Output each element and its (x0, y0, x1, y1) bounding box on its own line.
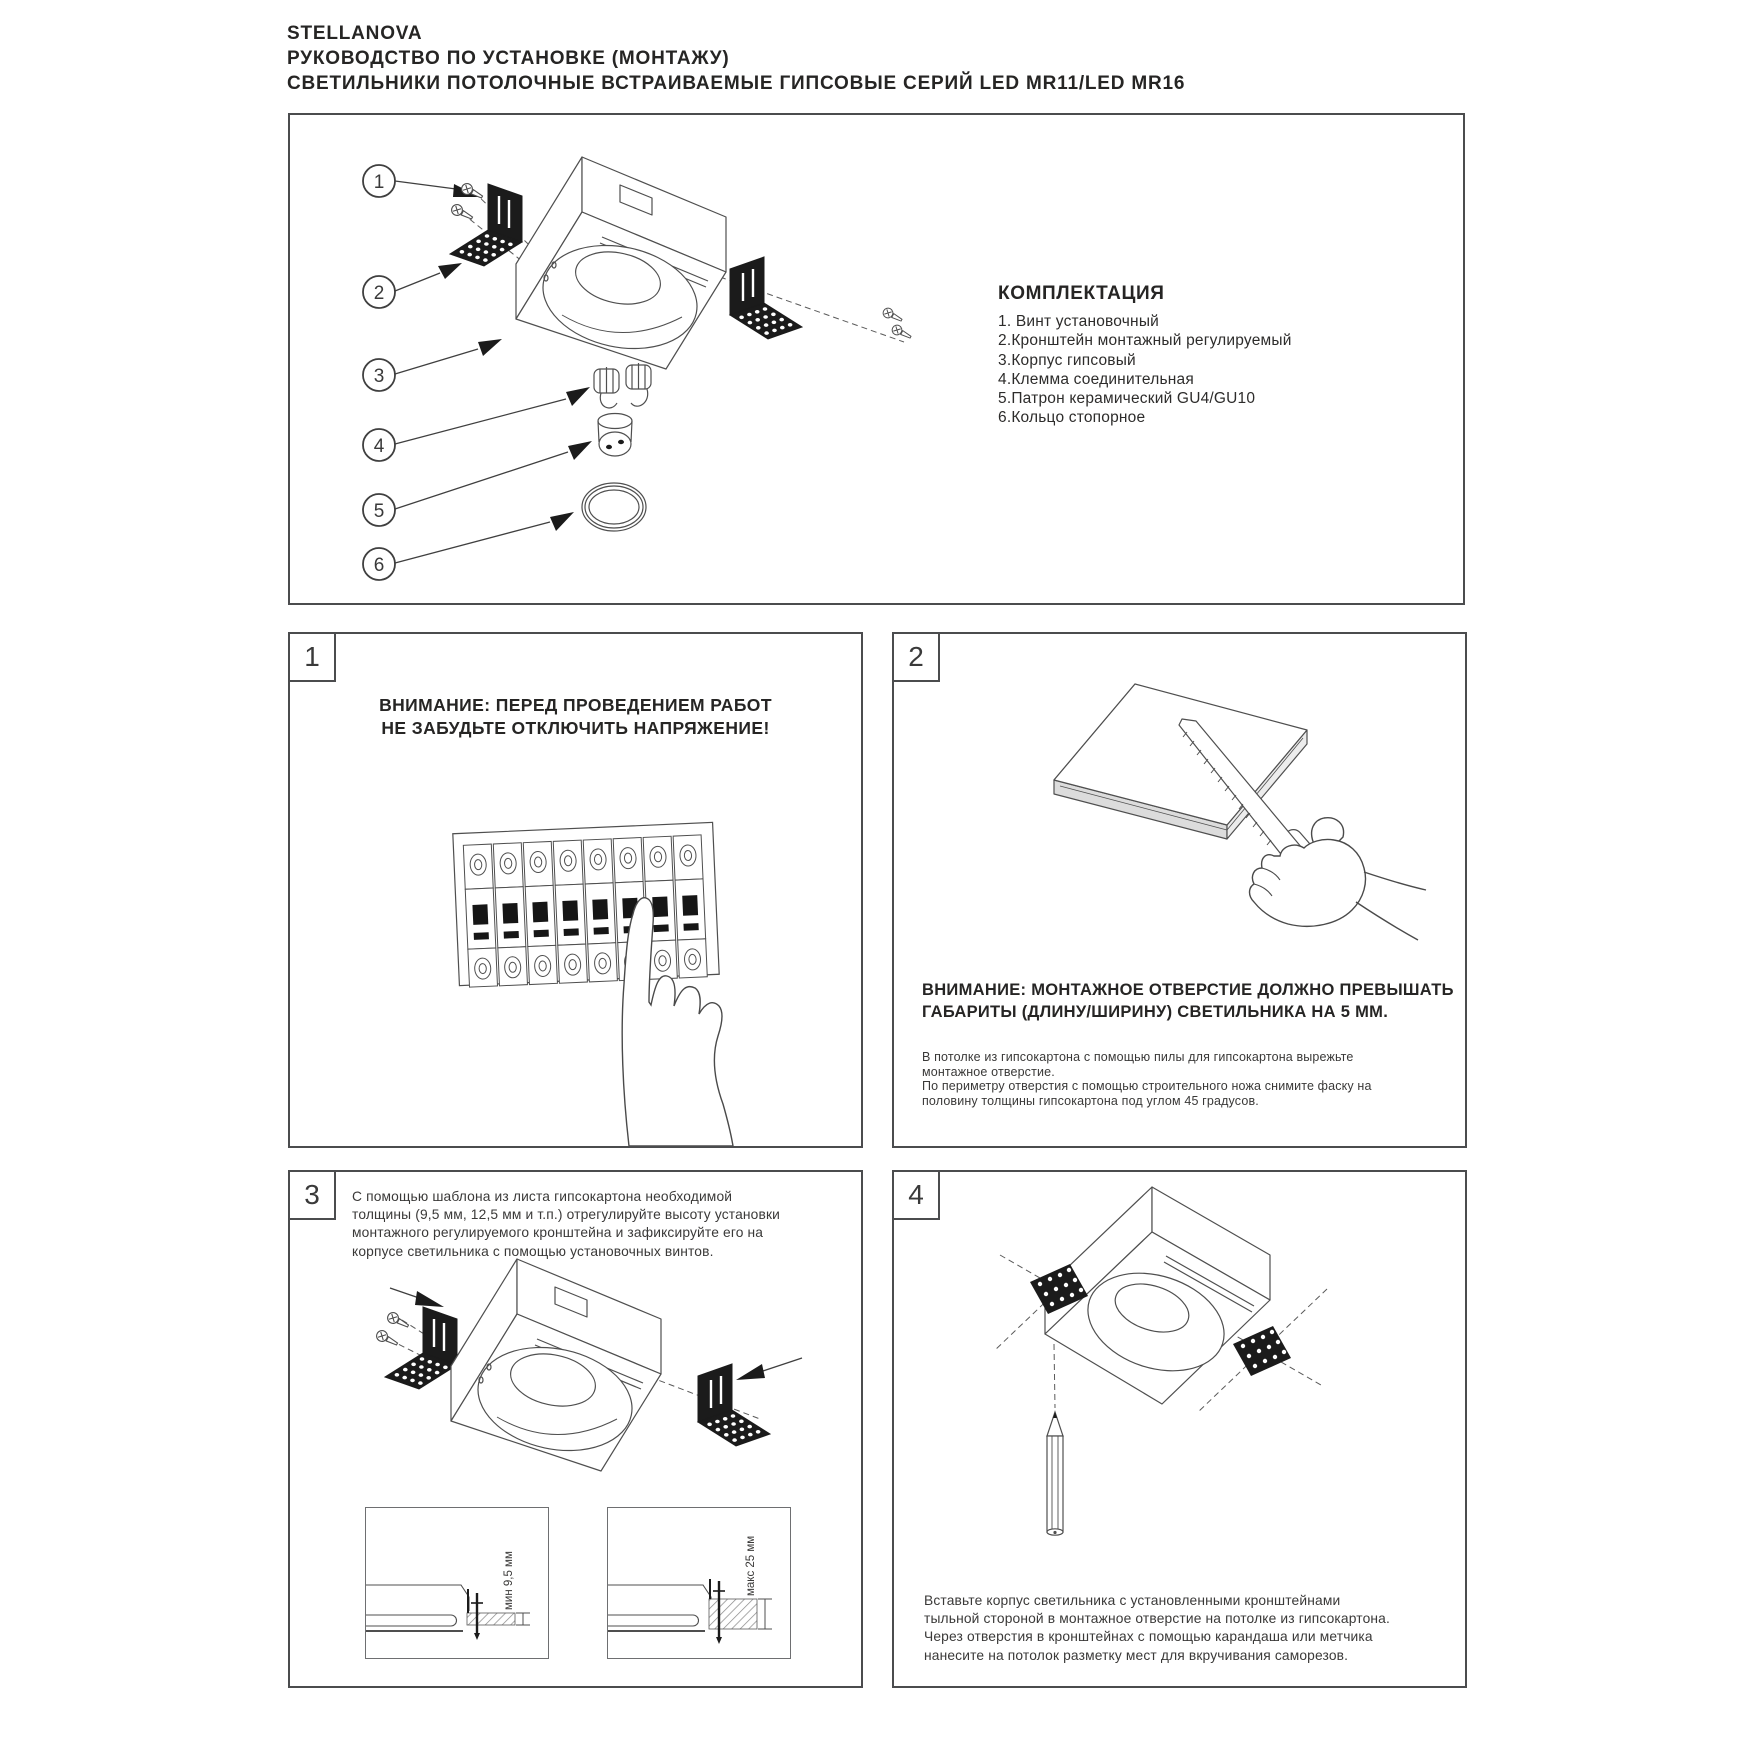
fixture-body (516, 157, 726, 369)
fixture-body (451, 1259, 661, 1471)
cross-section-max (608, 1508, 791, 1659)
step-2-box (892, 632, 1467, 1148)
step-2-title: ВНИМАНИЕ: МОНТАЖНОЕ ОТВЕРСТИЕ ДОЛЖНО ПРЕВЫШАТЬ ГАБАРИТЫ (ДЛИНУ/ШИРИНУ) СВЕТИЛЬНИКА НА 5 ММ. (922, 981, 1454, 1021)
parts-list-title: КОМПЛЕКТАЦИЯ (998, 283, 1165, 304)
part-item: 6.Кольцо стопорное (998, 409, 1146, 427)
callout-circles (363, 165, 395, 580)
stop-ring-icon (582, 483, 646, 531)
step-1-number: 1 (288, 632, 336, 682)
screw-icon (375, 1329, 400, 1349)
step-2-body: В потолке из гипсокартона с помощью пилы для гипсокартона вырежьте монтажное отверстие. По периметру отверстия с помощью строительного ножа снимите фаску на половину толщины гипсокартона под углом 45 градусов. (922, 1050, 1372, 1108)
parts-list-block (998, 283, 1292, 428)
step-3-number: 3 (288, 1170, 336, 1220)
step-3-body: С помощью шаблона из листа гипсокартона необходимой толщины (9,5 мм, 12,5 мм и т.п.) отрегулируйте высоту установки монтажного регулируемого кронштейна и зафиксируйте его на корпусе светильника с помощью установочных винтов. (352, 1189, 781, 1259)
step-4-body: Вставьте корпус светильника с установленными кронштейнами тыльной стороной в монтажное отверстие на потолке из гипсокартона. Через отверстия в кронштейнах с помощью карандаша или метчика нанесите на потолок разметку мест для вкручивания саморезов. (924, 1593, 1390, 1663)
part-item: 5.Патрон керамический GU4/GU10 (998, 390, 1256, 408)
step-1-title: ВНИМАНИЕ: ПЕРЕД ПРОВЕДЕНИЕМ РАБОТ НЕ ЗАБУДЬТЕ ОТКЛЮЧИТЬ НАПРЯЖЕНИЕ! (379, 695, 772, 738)
manual-title: РУКОВОДСТВО ПО УСТАНОВКЕ (МОНТАЖУ) (287, 48, 730, 69)
screw-icon (881, 306, 903, 324)
terminal-clamps-icon (594, 363, 651, 408)
part-item: 2.Кронштейн монтажный регулируемый (998, 332, 1292, 350)
step-1-box (288, 632, 863, 1148)
brand-name: STELLANOVA (287, 23, 423, 44)
overview-box (288, 113, 1465, 605)
part-item: 3.Корпус гипсовый (998, 351, 1136, 369)
min-depth-label: мин 9,5 мм (503, 1551, 515, 1610)
bracket-icon (730, 257, 802, 339)
step-4-box (892, 1170, 1467, 1688)
breaker-panel-icon (453, 822, 719, 987)
screw-icon (460, 182, 485, 202)
callout-3: 3 (373, 366, 385, 387)
step-2-number: 2 (892, 632, 940, 682)
socket-icon (598, 414, 632, 457)
cross-section-min (366, 1508, 549, 1659)
step-4-number: 4 (892, 1170, 940, 1220)
callout-2: 2 (373, 283, 385, 304)
breaker-panel-illustration (290, 634, 861, 1146)
bracket-mounting-illustration (290, 1172, 861, 1686)
step-3-box (288, 1170, 863, 1688)
pencil-icon (1047, 1412, 1063, 1535)
manual-subtitle: СВЕТИЛЬНИКИ ПОТОЛОЧНЫЕ ВСТРАИВАЕМЫЕ ГИПСОВЫЕ СЕРИЙ LED MR11/LED MR16 (287, 73, 1186, 94)
header (287, 21, 1185, 96)
callout-4: 4 (373, 436, 385, 457)
max-depth-label: макс 25 мм (745, 1535, 757, 1596)
callout-6: 6 (373, 555, 385, 576)
part-item: 4.Клемма соединительная (998, 370, 1194, 388)
bracket-icon (1233, 1326, 1291, 1376)
part-item: 1. Винт установочный (998, 313, 1160, 330)
callout-1: 1 (373, 172, 385, 193)
callout-5: 5 (373, 501, 385, 522)
screw-icon (386, 1311, 411, 1331)
